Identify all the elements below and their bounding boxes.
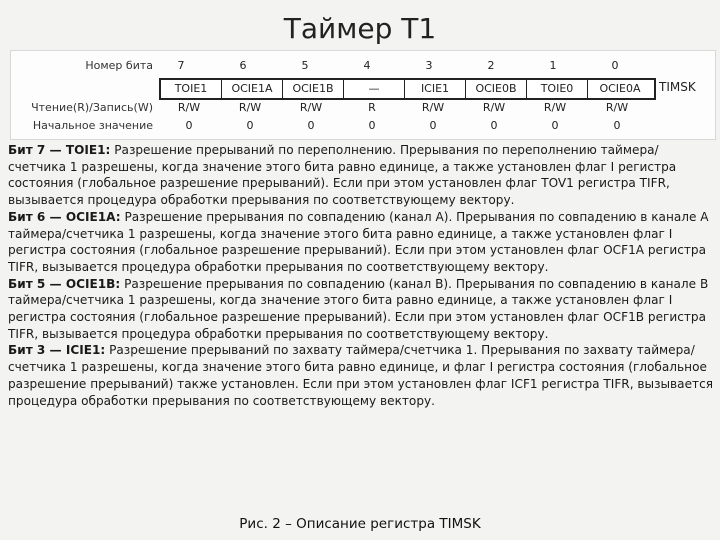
bit-heading: Бит 6 — OCIE1A: <box>8 209 121 224</box>
bit-number-cell: 5 <box>301 59 309 72</box>
bit-description: Разрешение прерывания по совпадению (канал В). Прерывания по совпадению в канале В таймера/счетчика 1 разрешены, когда значение этого бита равно единице, а также установлен флаг I регистра состояния (глобальное разрешение прерываний). Если при этом установлен флаг OCF1B регистра TIFR, вызывается процедура обработки прерывания по соответствующему вектору. <box>8 276 709 341</box>
initial-cell: 0 <box>490 119 498 132</box>
bit-name-cell: OCIE0A <box>599 82 641 95</box>
bit-description: Разрешение прерываний по захвату таймера/счетчика 1. Прерывания по захвату таймера/счетчика 1 разрешены, когда значение этого бита равно единице, и флаг I регистра состояния (глобальное разрешение прерываний) также установлен. Если при этом установлен флаг ICF1 регистра TIFR, вызывается процедура обработки прерывания по соответствующему вектору. <box>8 343 713 408</box>
register-table-figure <box>10 50 716 140</box>
bit-number-label: Номер бита <box>85 59 153 72</box>
initial-cell: 0 <box>429 119 437 132</box>
bit-number-row <box>11 57 715 75</box>
initial-cell: 0 <box>185 119 193 132</box>
access-cell: R/W <box>605 101 629 114</box>
bit-heading: Бит 7 — TOIE1: <box>8 143 111 157</box>
bit-heading: Бит 3 — ICIE1: <box>8 343 106 358</box>
access-cell: R/W <box>482 101 506 114</box>
slide-title: Таймер Т1 <box>283 12 437 45</box>
access-cell: R/W <box>177 101 201 114</box>
bit-name-cell: — <box>344 80 405 98</box>
bit-number-cell: 1 <box>549 59 557 72</box>
bit-description-paragraph <box>8 209 714 276</box>
bit-number-cell: 7 <box>177 59 185 72</box>
bit-description-paragraph <box>8 342 714 409</box>
access-cell: R <box>368 101 376 114</box>
access-cell: R/W <box>543 101 567 114</box>
bit-description: Разрешение прерывания по совпадению (канал А). Прерывания по совпадению в канале А таймера/счетчика 1 разрешены, когда значение этого бита равно единице, а также установлен флаг I регистра состояния (глобальное разрешение прерываний). Если при этом установлен флаг OCF1A регистра TIFR, вызывается процедура обработки прерывания по соответствующему вектору. <box>8 209 709 274</box>
bit-description-paragraph <box>8 142 714 209</box>
bit-name-cell: OCIE1A <box>222 80 283 98</box>
bit-name-cell: TOIE1 <box>161 80 222 98</box>
bit-heading: Бит 5 — OCIE1B: <box>8 276 121 291</box>
bit-name-cell: ICIE1 <box>405 80 466 98</box>
bit-number-cell: 0 <box>611 59 619 72</box>
bit-description: Разрешение прерываний по переполнению. Прерывания по переполнению таймера/счетчика 1 разрешены, когда значение этого бита равно единице, а также установлен флаг I регистра состояния (глобальное разрешение прерываний). Если при этом установлен флаг TOV1 регистра TIFR, вызывается процедура обработки прерывания по соответствующему вектору. <box>8 143 677 208</box>
initial-cell: 0 <box>368 119 376 132</box>
register-name: TIMSK <box>659 80 696 94</box>
description-text <box>8 142 714 409</box>
bit-number-cell: 4 <box>363 59 371 72</box>
access-label: Чтение(R)/Запись(W) <box>31 101 153 114</box>
bit-number-cell: 6 <box>239 59 247 72</box>
initial-row <box>11 117 715 135</box>
bit-name-cell: OCIE0B <box>466 80 527 98</box>
bit-name-cell: OCIE1B <box>283 80 344 98</box>
access-cell: R/W <box>299 101 323 114</box>
bit-number-cell: 3 <box>425 59 433 72</box>
initial-cell: 0 <box>613 119 621 132</box>
initial-label: Начальное значение <box>32 119 153 132</box>
access-cell: R/W <box>421 101 445 114</box>
initial-cell: 0 <box>246 119 254 132</box>
access-cell: R/W <box>238 101 262 114</box>
bit-names-box <box>159 78 656 100</box>
bit-name-cell: TOIE0 <box>527 80 588 98</box>
initial-cell: 0 <box>307 119 315 132</box>
initial-cell: 0 <box>551 119 559 132</box>
figure-caption: Рис. 2 – Описание регистра TIMSK <box>239 516 481 532</box>
bit-number-cell: 2 <box>487 59 495 72</box>
access-row <box>11 99 715 117</box>
bit-description-paragraph <box>8 276 714 343</box>
